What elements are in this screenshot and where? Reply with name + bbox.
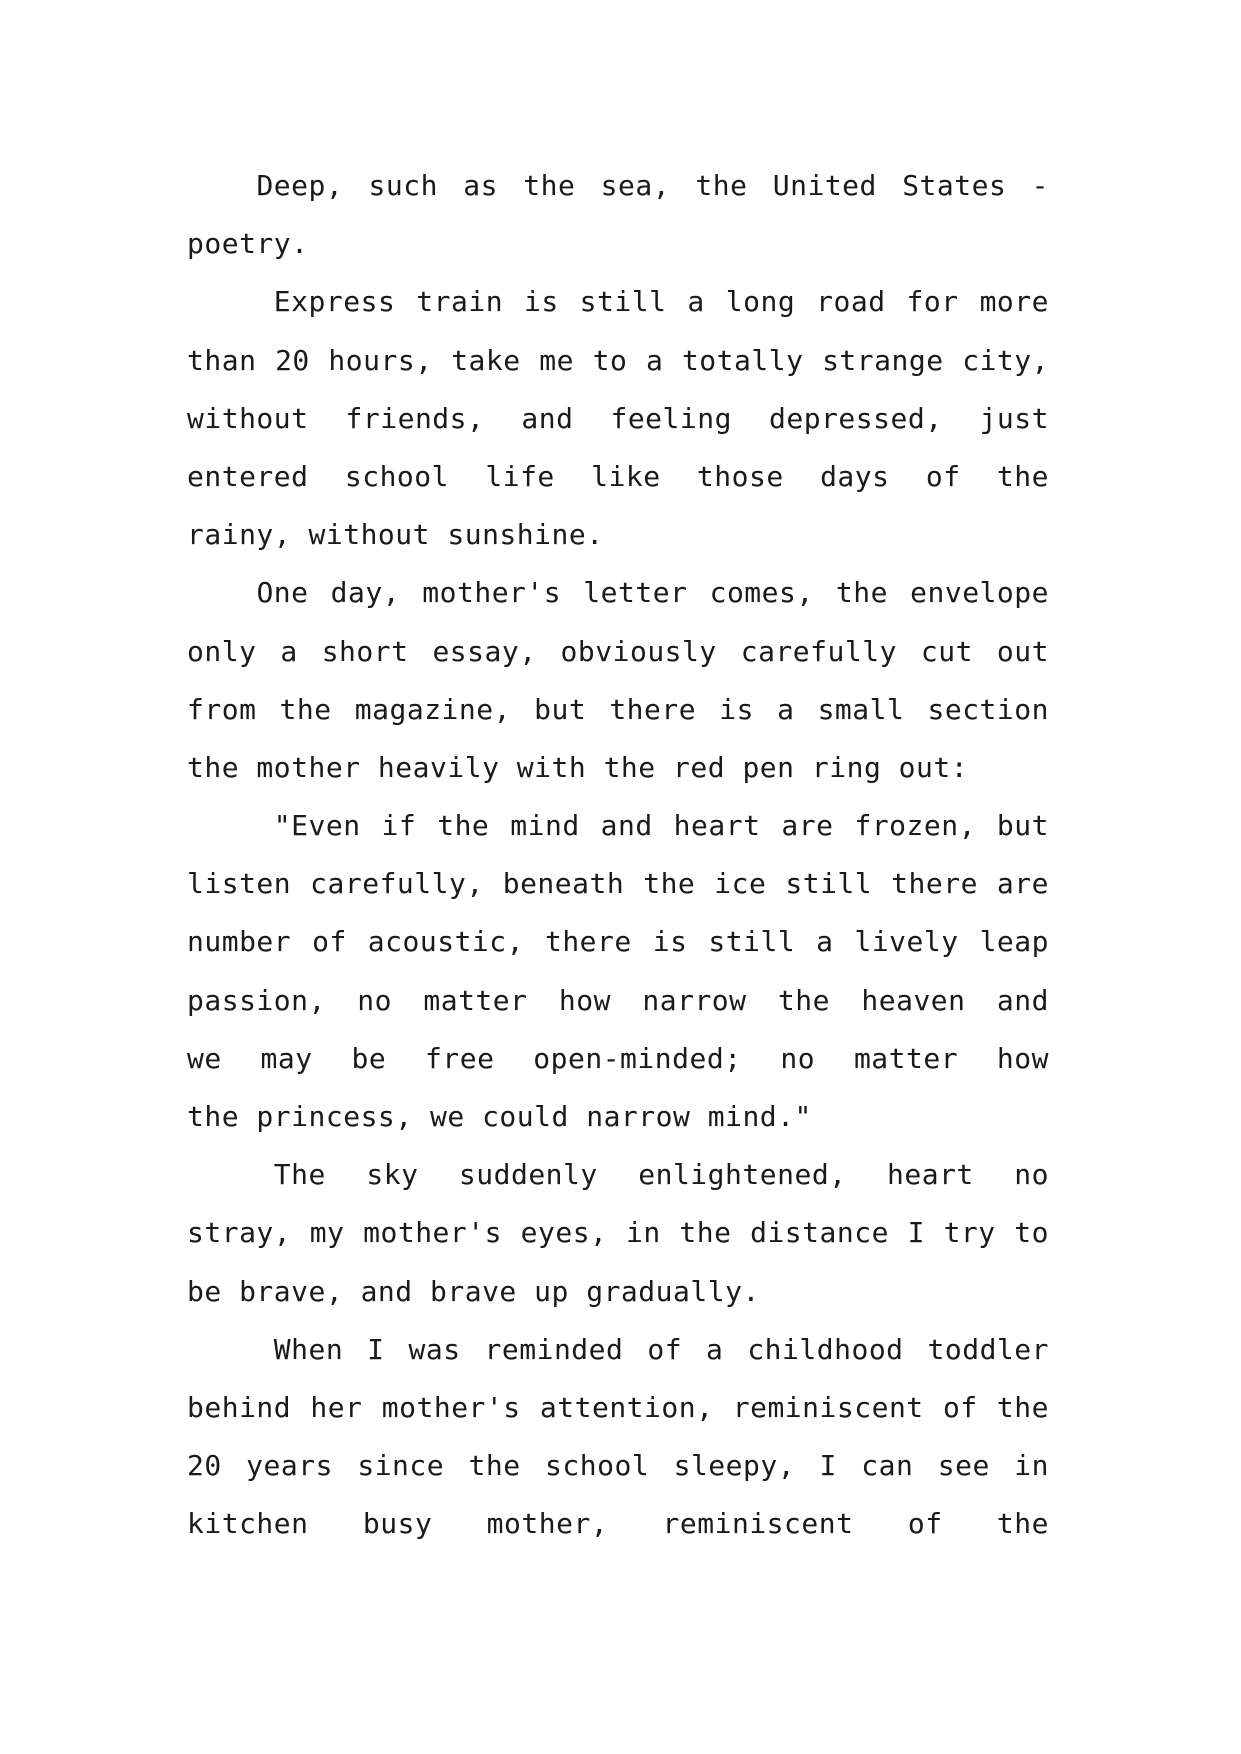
paragraph-5 — [187, 1146, 1049, 1321]
text-line: passion, no matter how narrow the heaven and — [187, 983, 1049, 1017]
paragraph-1 — [187, 157, 1049, 273]
text-line: the princess, we could narrow mind." — [187, 1100, 812, 1133]
text-line: One day, mother's letter comes, the envelope — [256, 576, 1049, 610]
text-line: kitchen busy mother, reminiscent of the — [187, 1507, 1049, 1541]
text-line: number of acoustic, there is still a lively leap — [187, 925, 1049, 959]
paragraph-6 — [187, 1321, 1049, 1554]
text-line: stray, my mother's eyes, in the distance I try to — [187, 1216, 1049, 1250]
text-line: rainy, without sunshine. — [187, 518, 604, 552]
text-line: the mother heavily with the red pen ring out: — [187, 750, 969, 784]
document-body — [187, 157, 1049, 1554]
paragraph-3 — [187, 564, 1049, 797]
text-line: listen carefully, beneath the ice still there are — [187, 867, 1049, 901]
text-line: entered school life like those days of the — [187, 459, 1049, 493]
paragraph-4 — [187, 797, 1049, 1146]
text-line: than 20 hours, take me to a totally strange city, — [187, 343, 1049, 377]
text-line: The sky suddenly enlightened, heart no — [273, 1158, 1049, 1192]
text-line: poetry. — [187, 227, 309, 261]
text-line: Express train is still a long road for more — [273, 285, 1049, 319]
text-line: we may be free open-minded; no matter how — [187, 1041, 1049, 1075]
text-line: behind her mother's attention, reminiscent of the — [187, 1390, 1049, 1424]
text-line: from the magazine, but there is a small section — [187, 692, 1049, 726]
text-line: "Even if the mind and heart are frozen, but — [273, 809, 1049, 843]
text-line: When I was reminded of a childhood toddler — [273, 1332, 1049, 1366]
paragraph-2 — [187, 273, 1049, 564]
text-line: only a short essay, obviously carefully cut out — [187, 634, 1049, 668]
text-line: 20 years since the school sleepy, I can see in — [187, 1449, 1049, 1483]
text-line: without friends, and feeling depressed, just — [187, 401, 1049, 435]
text-line: be brave, and brave up gradually. — [187, 1274, 760, 1308]
text-line: Deep, such as the sea, the United States - — [256, 169, 1049, 202]
